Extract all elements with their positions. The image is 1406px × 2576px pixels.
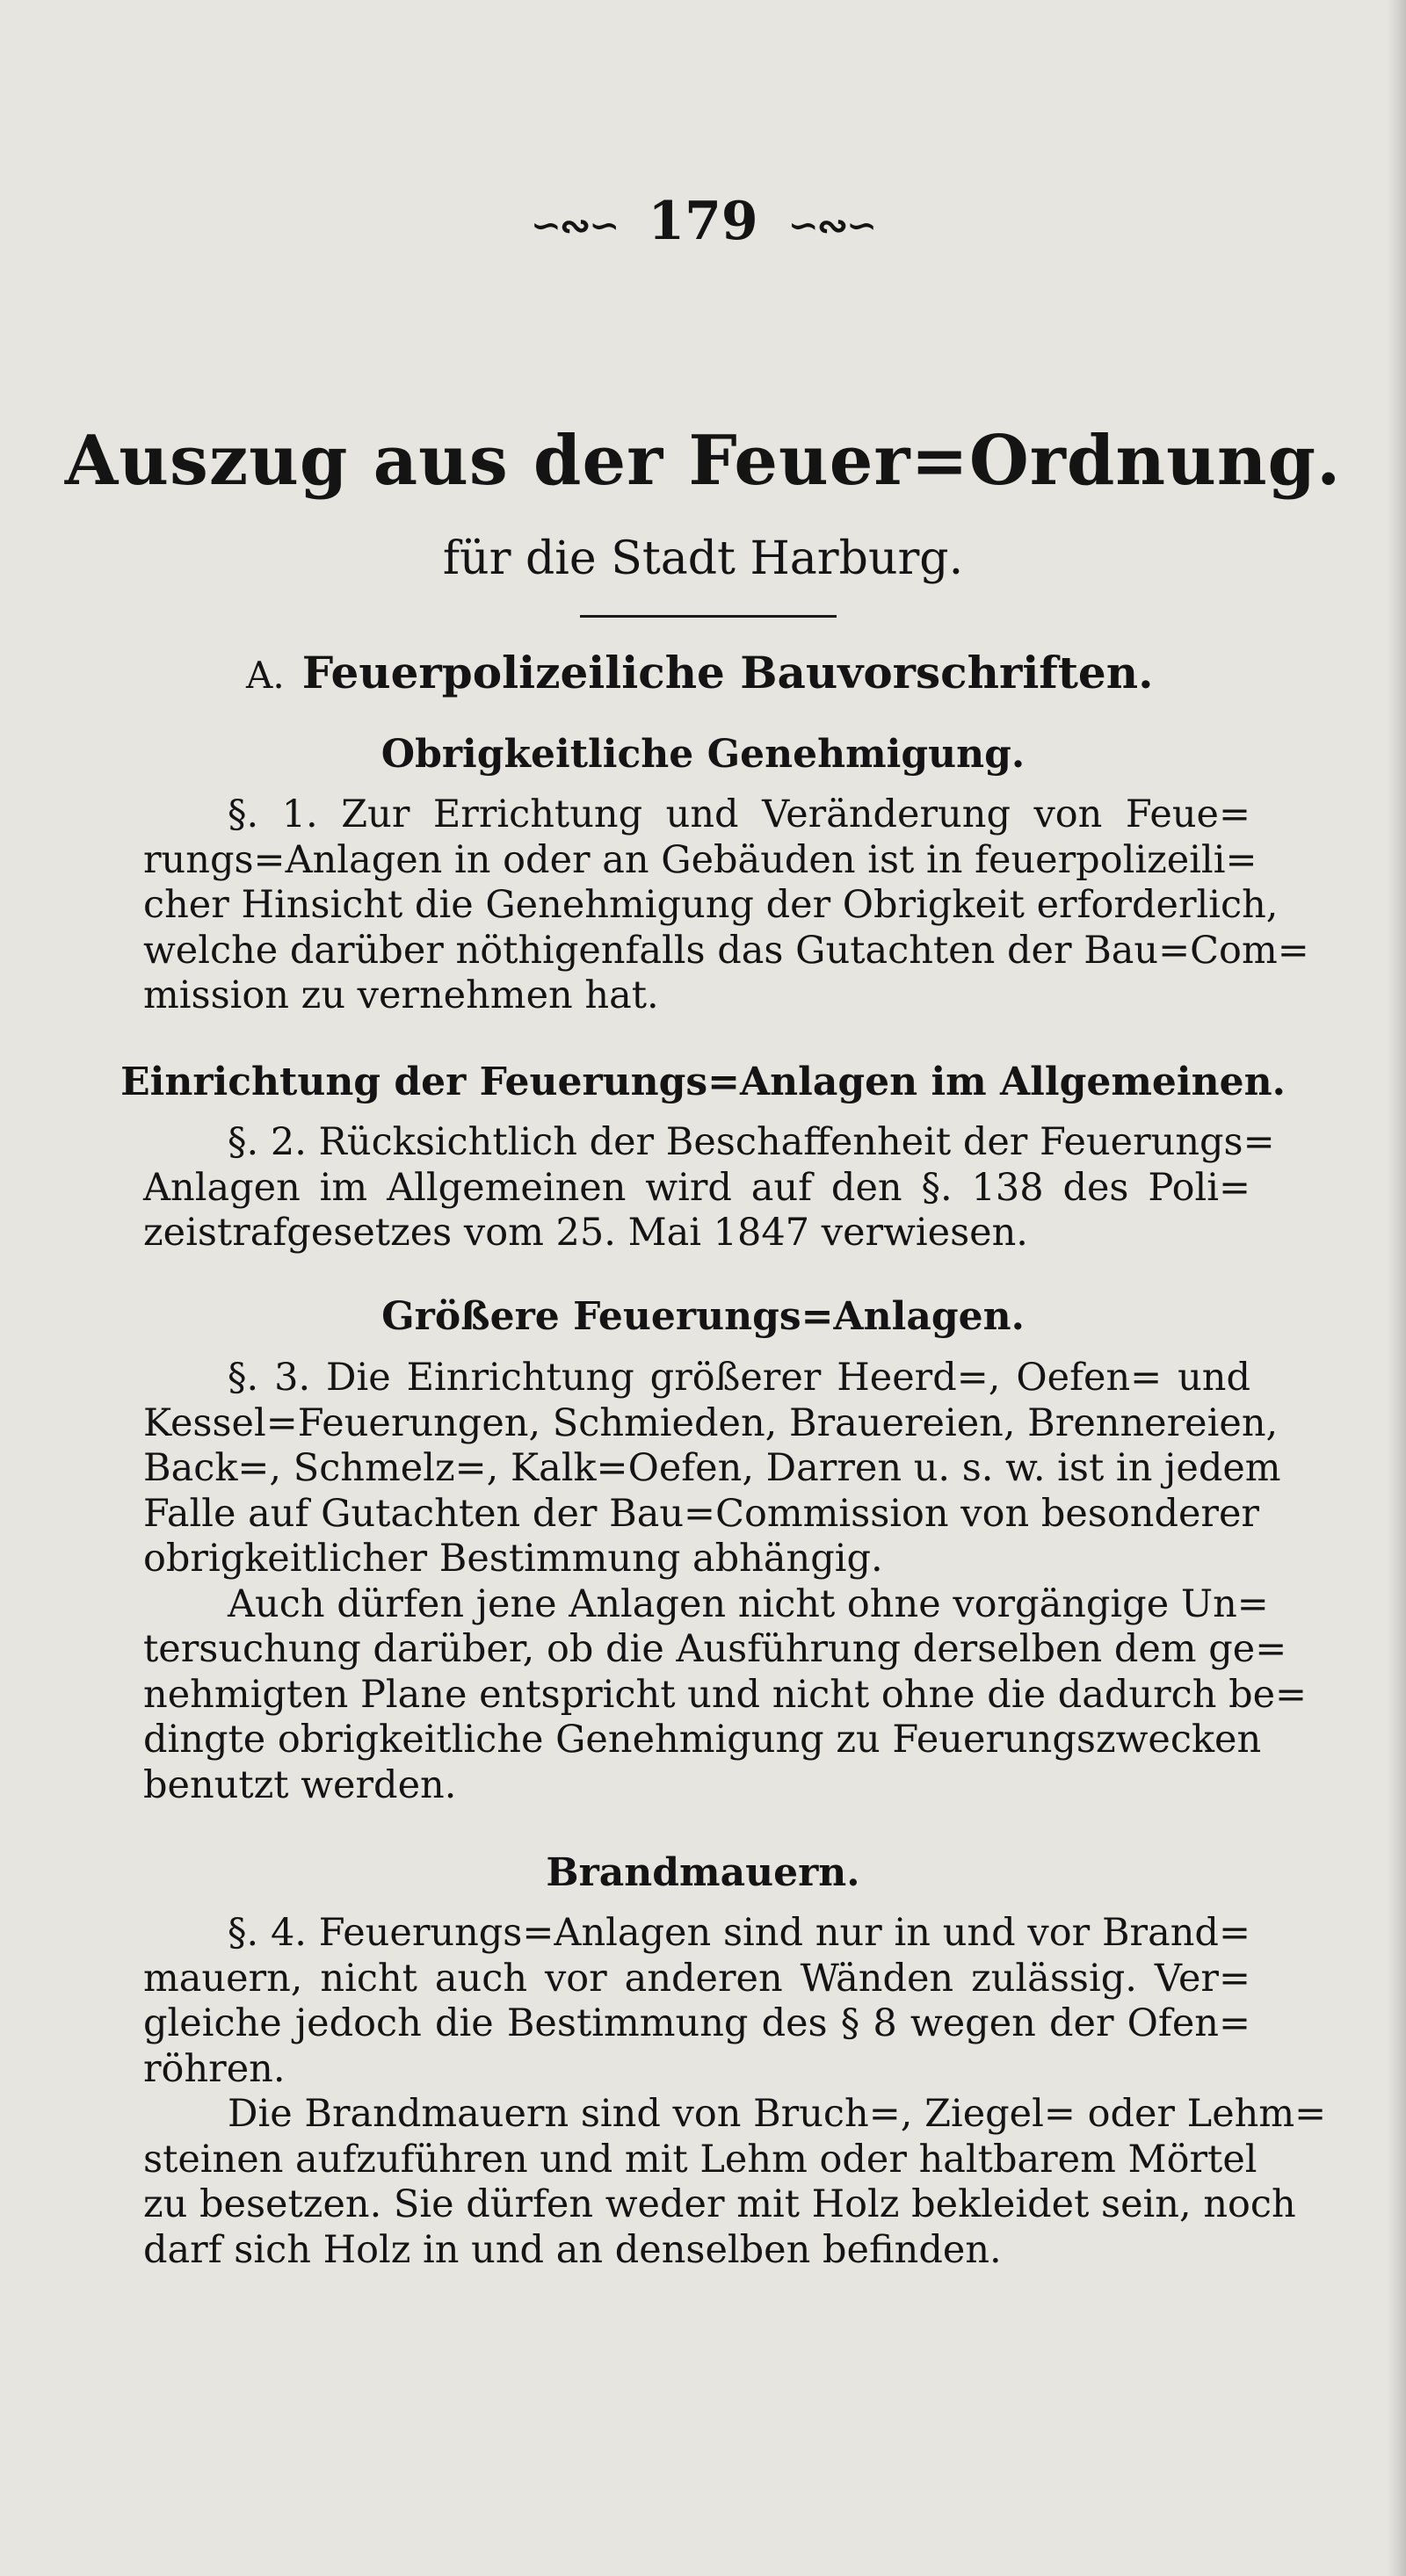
- page-number: 179: [648, 191, 758, 252]
- page-header: [0, 190, 1406, 257]
- subheading-groessere: Größere Feuerungs=Anlagen.: [381, 1294, 1025, 1339]
- text-line: Die Brandmauern sind von Bruch=, Ziegel= oder Lehm=: [228, 2092, 1327, 2136]
- paragraph-1: [143, 792, 1309, 1019]
- text-line: tersuchung darüber, ob die Ausführung derselben dem ge=: [143, 1627, 1287, 1671]
- text-line: §. 1. Zur Errichtung und Veränderung von Feue=: [228, 792, 1250, 836]
- section-heading-text: Feuerpolizeiliche Bauvorschriften.: [301, 647, 1154, 698]
- section-heading: [246, 646, 1213, 703]
- text-line: §. 3. Die Einrichtung größerer Heerd=, Oefen= und: [228, 1356, 1250, 1400]
- paragraph-4: [143, 1911, 1327, 2273]
- text-line: Kessel=Feuerungen, Schmieden, Brauereien, Brennereien,: [143, 1400, 1279, 1445]
- subheading-brandmauern: Brandmauern.: [546, 1850, 860, 1895]
- ornament-left-icon: ∽∾∽: [530, 203, 619, 247]
- ornament-right-icon: ∽∾∽: [787, 203, 876, 247]
- text-line: mauern, nicht auch vor anderen Wänden zulässig. Ver=: [143, 1956, 1250, 2001]
- text-line: röhren.: [143, 2046, 286, 2091]
- subheading-genehmigung: Obrigkeitliche Genehmigung.: [380, 732, 1026, 777]
- text-line: Auch dürfen jene Anlagen nicht ohne vorgängige Un=: [228, 1581, 1269, 1626]
- text-line: Falle auf Gutachten der Bau=Commission von besonderer: [143, 1491, 1259, 1536]
- text-line: benutzt werden.: [143, 1762, 457, 1807]
- page-subtitle: für die Stadt Harburg.: [442, 532, 964, 585]
- text-line: gleiche jedoch die Bestimmung des § 8 wegen der Ofen=: [143, 2001, 1250, 2045]
- section-letter: A.: [246, 654, 285, 697]
- text-line: obrigkeitlicher Bestimmung abhängig.: [143, 1537, 883, 1581]
- text-line: dingte obrigkeitliche Genehmigung zu Feuerungszwecken: [143, 1718, 1262, 1762]
- text-line: mission zu vernehmen hat.: [143, 973, 659, 1017]
- text-line: Anlagen im Allgemeinen wird auf den §. 138 des Poli=: [143, 1165, 1250, 1210]
- paragraph-3: [143, 1356, 1308, 1808]
- text-line: §. 2. Rücksichtlich der Beschaffenheit der Feuerungs=: [228, 1120, 1275, 1164]
- text-line: zu besetzen. Sie dürfen weder mit Holz bekleidet sein, noch: [143, 2182, 1296, 2226]
- title-divider: [580, 615, 837, 618]
- text-line: darf sich Holz in und an denselben befinden.: [143, 2227, 1002, 2272]
- text-line: welche darüber nöthigenfalls das Gutachten der Bau=Com=: [143, 928, 1309, 973]
- page-title: Auszug aus der Feuer=Ordnung.: [64, 421, 1342, 501]
- text-line: cher Hinsicht die Genehmigung der Obrigkeit erforderlich,: [143, 883, 1279, 927]
- paragraph-2: [143, 1120, 1275, 1256]
- text-line: zeistrafgesetzes vom 25. Mai 1847 verwiesen.: [143, 1211, 1028, 1255]
- text-line: Back=, Schmelz=, Kalk=Oefen, Darren u. s. w. ist in jedem: [143, 1446, 1281, 1490]
- text-line: steinen aufzuführen und mit Lehm oder haltbarem Mörtel: [143, 2137, 1257, 2182]
- text-line: rungs=Anlagen in oder an Gebäuden ist in feuerpolizeili=: [143, 837, 1257, 882]
- subheading-einrichtung: Einrichtung der Feuerungs=Anlagen im Allgemeinen.: [120, 1060, 1286, 1104]
- page-edge-shadow: [1387, 0, 1406, 2576]
- text-line: §. 4. Feuerungs=Anlagen sind nur in und vor Brand=: [228, 1911, 1250, 1955]
- text-line: nehmigten Plane entspricht und nicht ohne die dadurch be=: [143, 1672, 1308, 1717]
